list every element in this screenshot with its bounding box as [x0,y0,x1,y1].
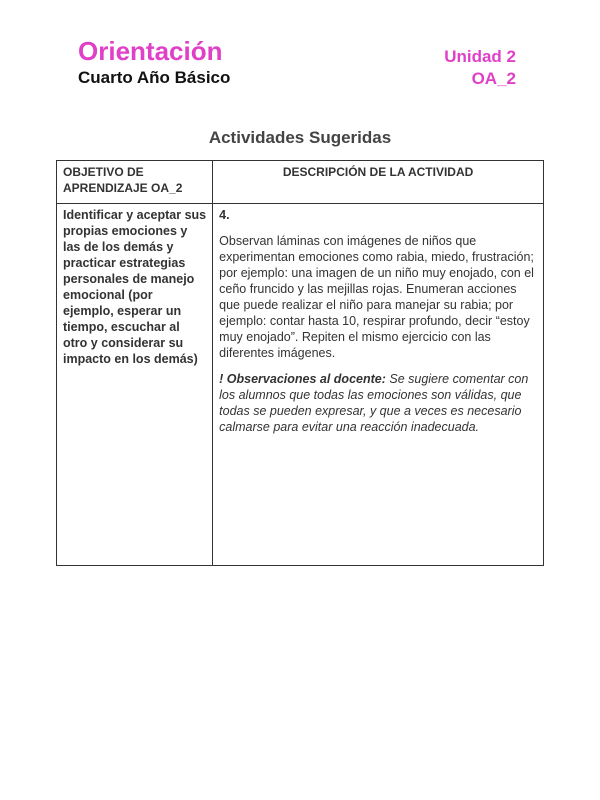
oa-code-label: OA_2 [471,69,516,88]
teacher-observation [219,371,537,435]
activity-description: Observan láminas con imágenes de niños que experimentan emociones como rabia, miedo, frustración; por ejemplo: una imagen de un niño muy enojado, con el ceño fruncido y las mejillas rojas. Enumeran acciones que puede realizar el niño para manejar su rabia; por ejemplo: contar hasta 10, respirar profundo, decir “estoy muy enojado”. Repiten el mismo ejercicio con las diferentes imágenes. [219,234,534,360]
document-header-right [444,46,516,90]
objective-column-header: OBJETIVO DE APRENDIZAJE OA_2 [57,161,213,204]
activity-number: 4. [219,208,230,222]
section-title: Actividades Sugeridas [208,128,392,147]
table-row [57,204,544,566]
table-header-row [57,161,544,204]
unit-label: Unidad 2 [444,47,516,66]
document-header-left [78,36,230,88]
objective-text: Identificar y aceptar sus propias emociones y las de los demás y practicar estrategias personales de manejo emocional (por ejemplo, esperar un tiempo, escuchar al otro y considerar su impacto en los demás) [63,208,207,366]
grade-level: Cuarto Año Básico [78,68,231,87]
activity-table [56,160,544,566]
observation-label: ! Observaciones al docente: [219,372,386,386]
description-column-header: DESCRIPCIÓN DE LA ACTIVIDAD [213,161,544,204]
objective-cell [57,204,213,566]
description-cell [213,204,544,566]
observation-text: Se sugiere comentar con los alumnos que todas las emociones son válidas, que todas se pueden expresar, y que a veces es necesario calmarse para evitar una reacción inadecuada. [219,372,529,434]
subject-title: Orientación [78,36,223,66]
